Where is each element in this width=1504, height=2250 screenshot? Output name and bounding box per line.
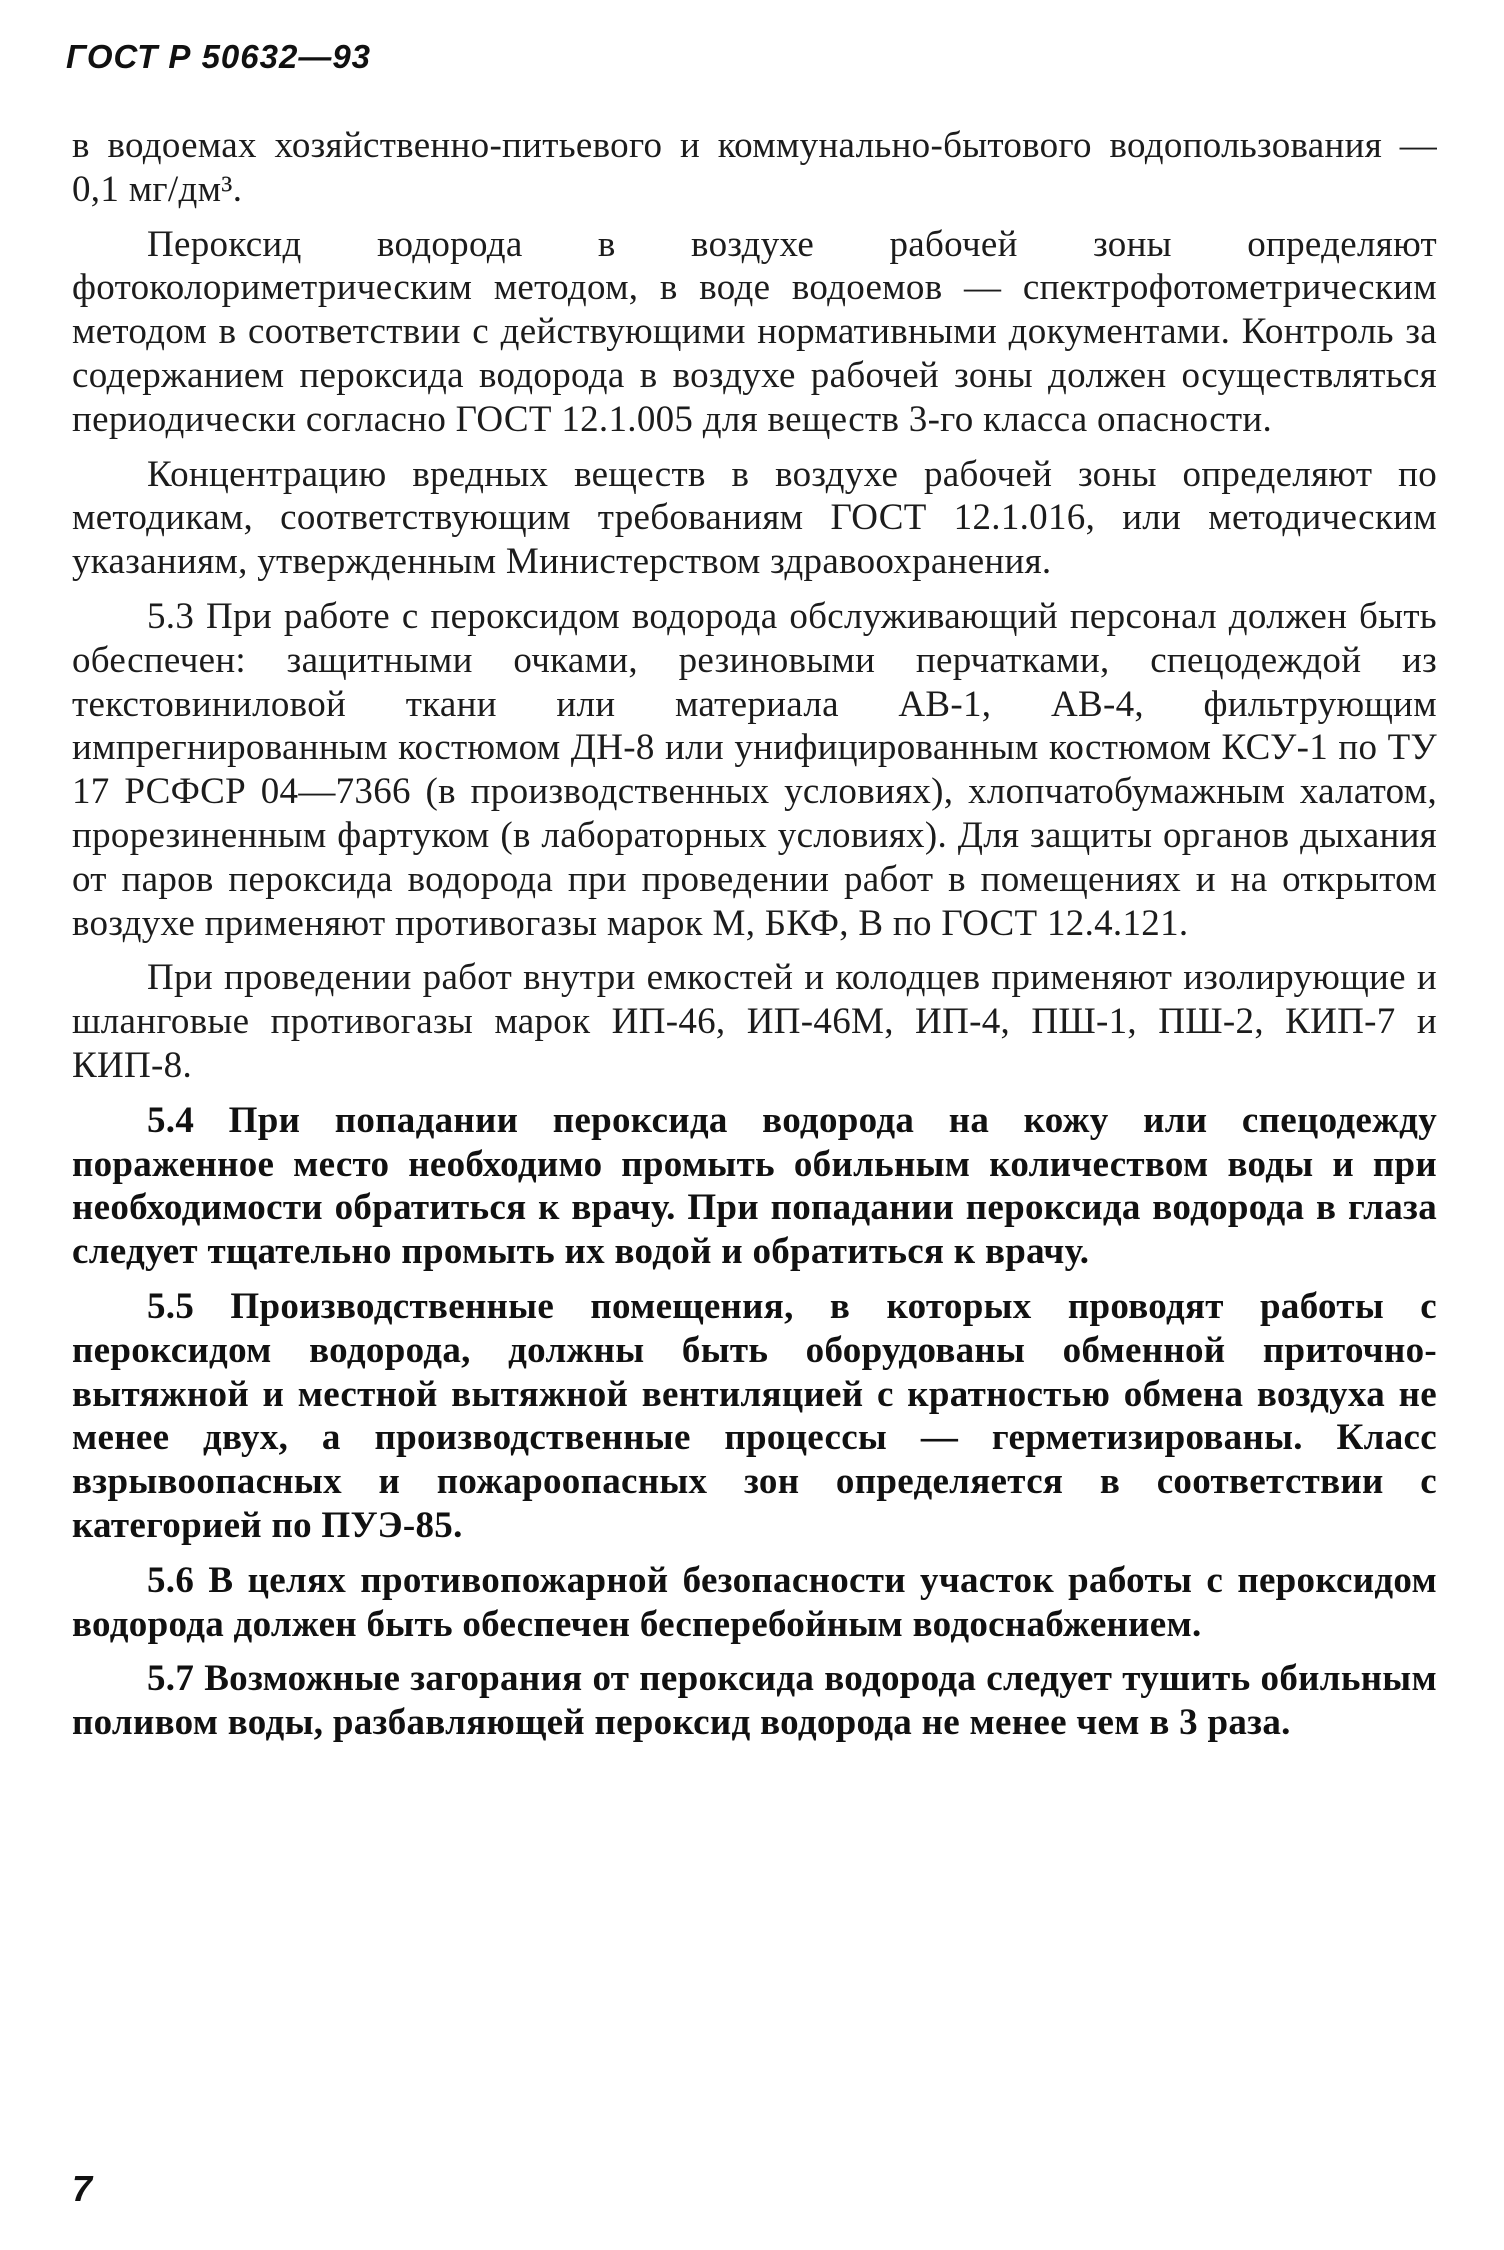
paragraph-5-4: 5.4 При попадании пероксида водорода на кожу или спецодежду пораженное место необходимо промыть обильным количеством воды и при необходимости обратиться к врачу. При попадании пероксида водорода в глаза следует тщательно промыть их водой и обратиться к врачу. — [72, 1099, 1437, 1273]
paragraph-5-6: 5.6 В целях противопожарной безопасности участок работы с пероксидом водорода должен быть обеспечен бесперебойным водоснабжением. — [72, 1559, 1437, 1645]
paragraph-gas-masks: При проведении работ внутри емкостей и колодцев применяют изолирующие и шланговые противогазы марок ИП-46, ИП-46М, ИП-4, ПШ-1, ПШ-2, КИП-7 и КИП-8. — [72, 957, 1437, 1086]
page-header: ГОСТ Р 50632—93 — [66, 38, 372, 75]
paragraph-5-7: 5.7 Возможные загорания от пероксида водорода следует тушить обильным поливом воды, разбавляющей пероксид водорода не менее чем в 3 раза. — [72, 1658, 1437, 1744]
page-number: 7 — [72, 2168, 93, 2209]
paragraph-control-methods: Пероксид водорода в воздухе рабочей зоны определяют фотоколориметрическим методом, в воде водоемов — спектрофотометрическим методом в соответствии с действующими нормативными документами. Контроль за содержанием пероксида водорода в воздухе рабочей зоны должен осуществляться периодически согласно ГОСТ 12.1.005 для веществ 3-го класса опасности. — [72, 223, 1437, 440]
body-text — [72, 124, 1437, 1756]
paragraph-5-3: 5.3 При работе с пероксидом водорода обслуживающий персонал должен быть обеспечен: защитными очками, резиновыми перчатками, спецодеждой из текстовиниловой ткани или материала АВ-1, АВ-4, фильтрующим импрегнированным костюмом ДН-8 или унифицированным костюмом КСУ-1 по ТУ 17 РСФСР 04—7366 (в производственных условиях), хлопчатобумажным халатом, прорезиненным фартуком (в лабораторных условиях). Для защиты органов дыхания от паров пероксида водорода при проведении работ в помещениях и на открытом воздухе применяют противогазы марок М, БКФ, В по ГОСТ 12.4.121. — [72, 595, 1437, 944]
paragraph-continuation: в водоемах хозяйственно-питьевого и коммунально-бытового водопользования — 0,1 мг/дм³. — [72, 125, 1437, 210]
paragraph-5-5: 5.5 Производственные помещения, в которых проводят работы с пероксидом водорода, должны быть оборудованы обменной приточно-вытяжной и местной вытяжной вентиляцией с кратностью обмена воздуха не менее двух, а производственные процессы — герметизированы. Класс взрывоопасных и пожароопасных зон определяется в соответствии с категорией по ПУЭ-85. — [72, 1285, 1437, 1546]
paragraph-concentration: Концентрацию вредных веществ в воздухе рабочей зоны определяют по методикам, соответствующим требованиям ГОСТ 12.1.016, или методическим указаниям, утвержденным Министерством здравоохранения. — [72, 453, 1437, 583]
